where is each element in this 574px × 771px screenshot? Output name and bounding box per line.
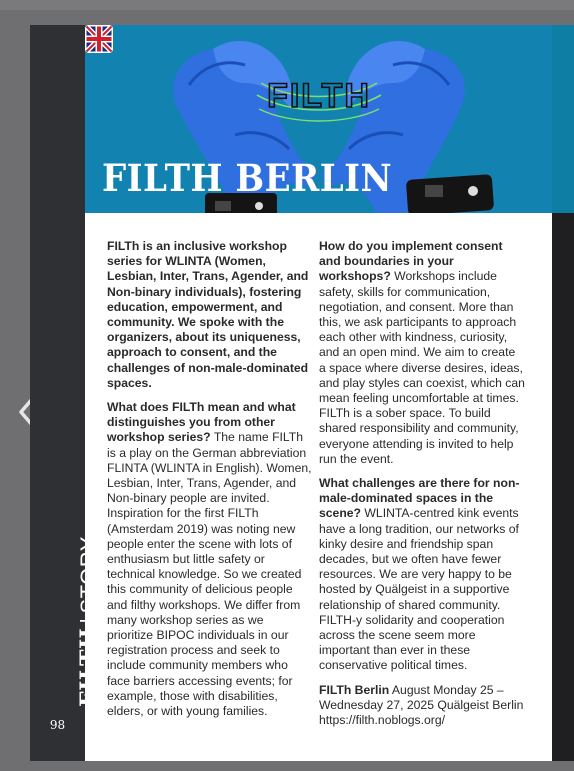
answer: The name FILTh is a play on the German abbreviation FLINTA (WLINTA in English). Women, Lesbian, Inter, Trans, Agender, and Non-binary people are invited. Inspiration for the first FILTh (Amsterdam 2019) was noting new people enter the scene with lots of enthusiasm but little safety or technical knowledge. So we created this community of delicious people and filthy workshops. We differ from many workshop series as we prioritize BIPOC individuals in our registration process and seek to include community members who face barriers accessing events; for example, those with disabilities, elders, or with young families. [107, 430, 312, 719]
event-name: FILTh Berlin [319, 682, 390, 697]
qa-block [107, 400, 312, 719]
qa-block [319, 476, 525, 674]
question: How do you implement consent and boundaries in your workshops? [319, 239, 503, 284]
qa-block [319, 239, 525, 467]
section-label [76, 536, 102, 707]
viewer-top-bar [0, 0, 574, 10]
article-intro: FILTh is an inclusive workshop series for WLINTA (Women, Lesbian, Inter, Trans, Agender, and Non-binary individuals), fostering education, empowerment, and community. We spoke with the organizers, about its uniqueness, approach to consent, and the challenges of non-male-dominated spaces. [107, 239, 309, 390]
next-page-edge[interactable] [552, 25, 574, 761]
event-details: August Monday 25 – Wednesday 27, 2025 Quälgeist Berlin https://filth.noblogs.org/ [319, 682, 524, 728]
answer: WLINTA-centred kink events have a long tradition, our networks of kinky desire and friendship span decades, but we often have fewer resources. We are very happy to be hosted by Quälgeist in a supportive relationship of shared community. FILTH-y solidarity and cooperation across the scene seem more important than ever in these conservative political times. [319, 506, 519, 673]
answer: Workshops include safety, skills for communication, negotiation, and consent. More than this, we ask participants to approach each other with kindness, curiosity, and an open mind. We aim to create a space where diverse desires, ideas, and play styles can coexist, which can mean feeling uncomfortable at times. FILTh is a sober space. To build shared responsibility and community, everyone attending is invited to help run the event. [319, 269, 525, 466]
event-info [319, 683, 525, 729]
magazine-page [30, 25, 552, 761]
article-column-right [319, 239, 525, 737]
article-headline: FILTH BERLIN [102, 156, 393, 200]
uk-flag-icon [85, 25, 113, 53]
article-column-left [107, 239, 312, 728]
next-page-hero-strip [552, 25, 574, 213]
sidebar-section: STORY [76, 536, 101, 614]
page-sidebar [30, 25, 102, 761]
filth-logo-text: FILTH [267, 77, 371, 115]
page-number: 98 [49, 718, 66, 732]
sidebar-separator: | [76, 617, 101, 624]
question: What challenges are there for non-male-dominated spaces in the scene? [319, 476, 520, 521]
question: What does FILTh mean and what distinguishes you from other workshop series? [107, 400, 296, 445]
hero-image [85, 25, 552, 213]
sidebar-brand: FILTH [76, 627, 102, 707]
